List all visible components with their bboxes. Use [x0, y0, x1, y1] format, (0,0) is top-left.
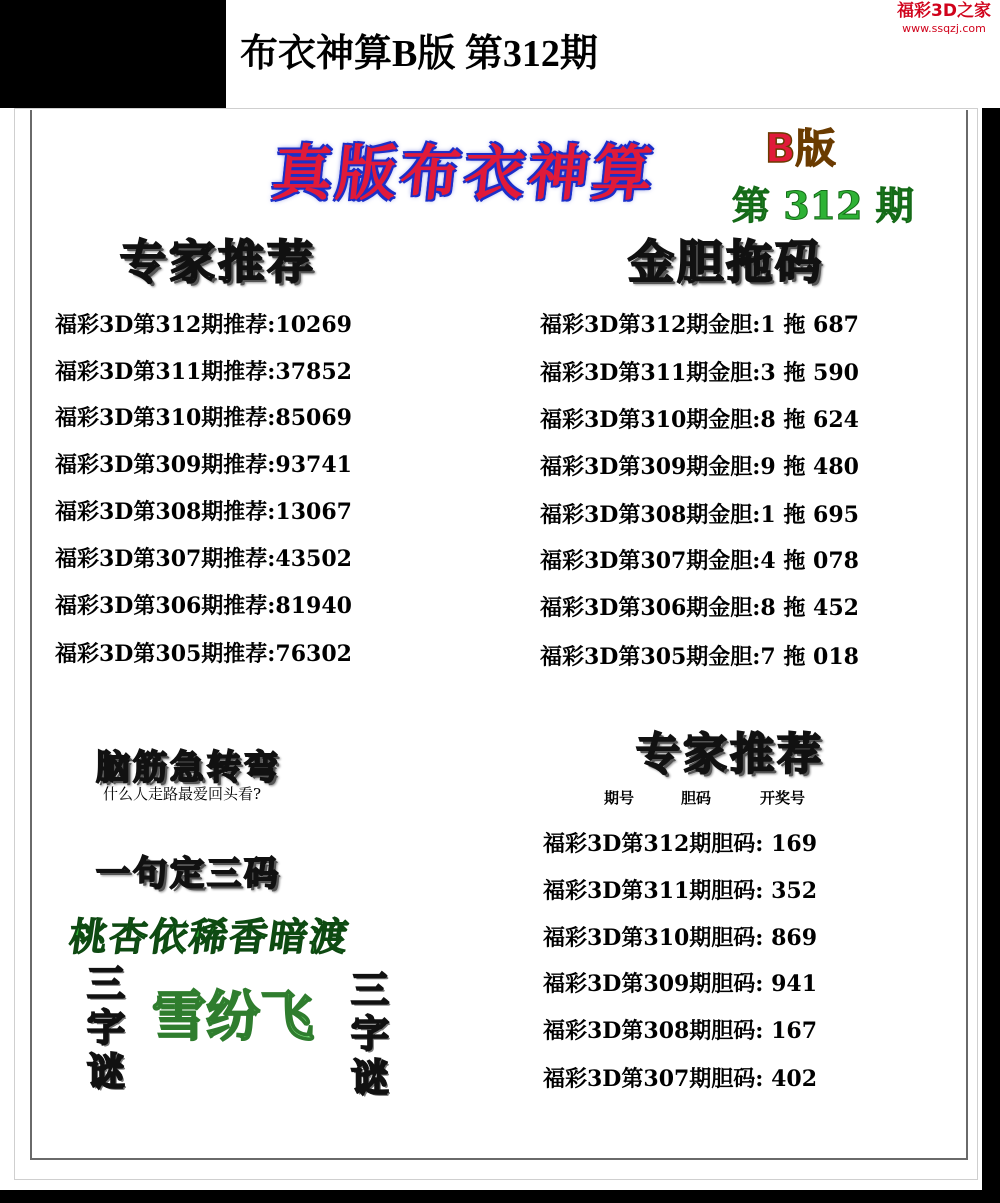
list-item: 福彩3D第308期胆码: 167: [543, 1018, 818, 1044]
label-char: 字: [350, 1012, 389, 1056]
list-item: 福彩3D第311期金胆:3 拖 590: [540, 360, 859, 386]
page-title: 布衣神算B版 第312期: [240, 33, 598, 75]
list-item: 福彩3D第310期胆码: 869: [543, 925, 818, 951]
riddle-question: 什么人走路最爱回头看?: [103, 785, 262, 803]
list-item: 福彩3D第305期金胆:7 拖 018: [540, 644, 859, 670]
site-url: www.ssqzj.com: [902, 22, 986, 35]
site-logo[interactable]: [890, 3, 998, 34]
bottom-black-edge: [0, 1190, 1000, 1203]
list-item: 福彩3D第309期金胆:9 拖 480: [540, 454, 859, 480]
list-item: 福彩3D第306期金胆:8 拖 452: [540, 595, 859, 621]
list-item: 福彩3D第312期胆码: 169: [543, 831, 818, 857]
list-item: 福彩3D第307期金胆:4 拖 078: [540, 548, 859, 574]
list-item: 福彩3D第307期推荐:43502: [55, 546, 352, 572]
riddle-title: 脑筋急转弯: [96, 748, 281, 788]
label-char: 三: [86, 962, 125, 1006]
poem-line: 桃杏依稀香暗渡: [66, 915, 353, 959]
riddle-answer: 雪纷飞: [152, 985, 314, 1048]
one-line-title: 一句定三码: [96, 854, 281, 894]
list-item: 福彩3D第308期推荐:13067: [55, 499, 352, 525]
expert-recommend-title: 专家推荐: [120, 235, 316, 289]
gold-drag-title: 金胆拖码: [628, 235, 824, 289]
three-char-label-right: [342, 968, 398, 1100]
list-item: 福彩3D第306期推荐:81940: [55, 593, 352, 619]
main-banner: 真版布衣神算: [268, 139, 661, 209]
label-char: 谜: [86, 1050, 125, 1094]
list-item: 福彩3D第305期推荐:76302: [55, 641, 352, 667]
list-item: 福彩3D第310期推荐:85069: [55, 405, 352, 431]
list-item: 福彩3D第307期胆码: 402: [543, 1066, 818, 1092]
list-item: 福彩3D第312期金胆:1 拖 687: [540, 312, 859, 338]
column-header-draw: 开奖号: [760, 789, 806, 807]
header-black-block: [0, 0, 226, 108]
edition-badge: B版: [765, 126, 836, 172]
label-char: 字: [86, 1006, 125, 1050]
three-char-label-left: [78, 962, 134, 1094]
column-header-dan: 胆码: [681, 789, 712, 807]
list-item: 福彩3D第312期推荐:10269: [55, 312, 352, 338]
list-item: 福彩3D第310期金胆:8 拖 624: [540, 407, 859, 433]
expert-recommend-2-title: 专家推荐: [636, 729, 824, 780]
column-header-issue: 期号: [604, 789, 635, 807]
list-item: 福彩3D第311期推荐:37852: [55, 359, 352, 385]
list-item: 福彩3D第309期胆码: 941: [543, 971, 818, 997]
list-item: 福彩3D第308期金胆:1 拖 695: [540, 502, 859, 528]
site-name: 福彩3D之家: [897, 1, 991, 21]
list-item: 福彩3D第309期推荐:93741: [55, 452, 352, 478]
list-item: 福彩3D第311期胆码: 352: [543, 878, 818, 904]
right-black-edge: [982, 108, 1000, 1203]
label-char: 三: [350, 968, 389, 1012]
label-char: 谜: [350, 1056, 389, 1100]
issue-badge: 第 312 期: [732, 183, 914, 228]
